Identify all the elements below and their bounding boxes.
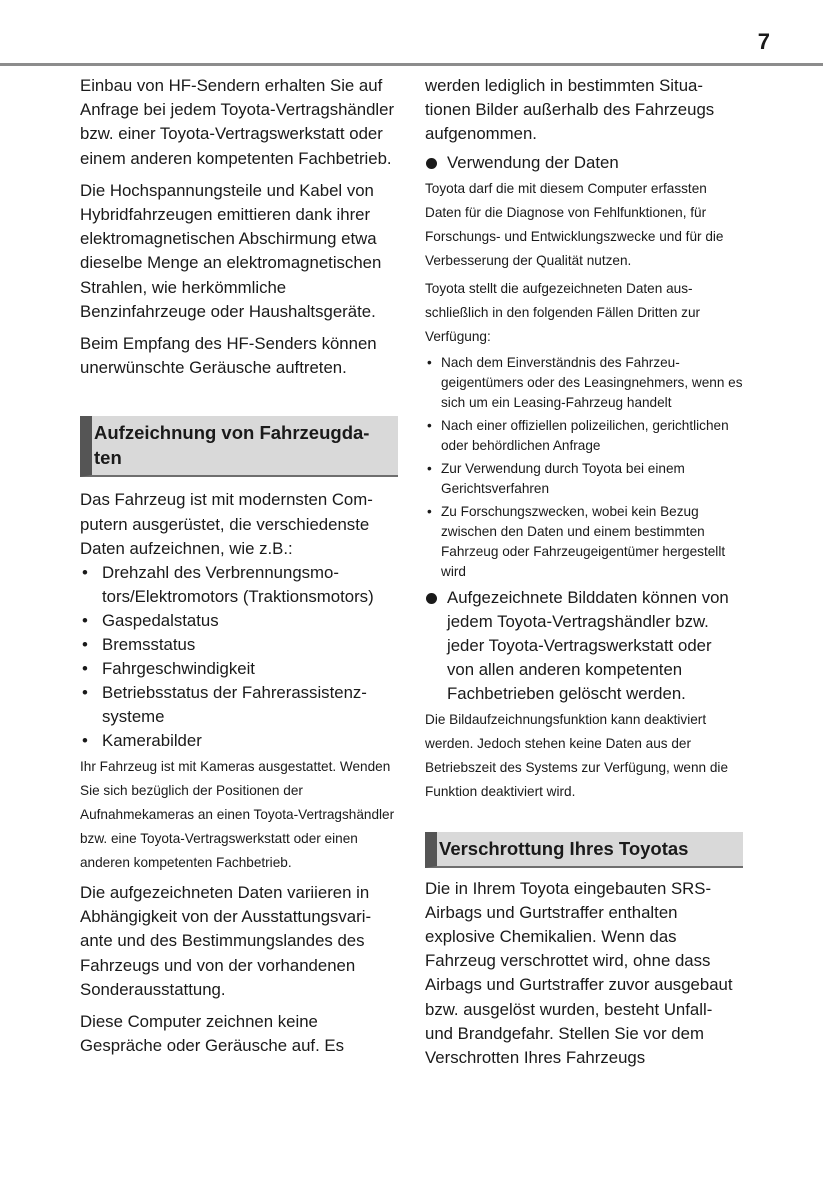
list-item: • Betriebsstatus der Fahrerassistenzsysteme (80, 681, 398, 729)
list-item: • Gaspedalstatus (80, 609, 398, 633)
list-item: • Nach einer offiziellen polizeilichen, gerichtlichen oder behördlichen Anfrage (425, 416, 743, 456)
section-heading-text: Aufzeichnung von Fahrzeugdaten (94, 422, 370, 469)
note-paragraph: Toyota stellt die aufgezeichneten Daten ausschließlich in den folgenden Fällen Dritten zur Verfügung: (425, 280, 701, 344)
list-item: • Zu Forschungszwecken, wobei kein Bezug zwischen den Daten und einem bestimmten Fahrzeug oder Fahrzeugeigentümer hergestellt wird (425, 502, 743, 582)
third-party-cases-list (425, 353, 743, 582)
dot-heading-image-data (425, 586, 743, 706)
paragraph: Das Fahrzeug ist mit modernsten Computern ausgerüstet, die verschiedenste Daten aufzeichnen, wie z.B.: (80, 490, 373, 558)
bullet-dot-icon (426, 158, 437, 169)
recorded-data-list (80, 561, 398, 753)
paragraph: Die aufgezeichneten Daten variieren in Abhängigkeit von der Ausstattungsvariante und des Bestimmungslandes des Fahrzeugs und von der vorhandenen Sonderausstattung. (80, 883, 372, 999)
paragraph: Beim Empfang des HF-Senders können unerwünschte Geräusche auftreten. (80, 334, 377, 378)
page-number: 7 (757, 29, 770, 54)
dot-heading-data-usage (425, 151, 743, 175)
list-item: • Kamerabilder (80, 729, 398, 753)
dot-heading-text: Verwendung der Daten (447, 152, 619, 172)
paragraph: Diese Computer zeichnen keine Gespräche oder Geräusche auf. Es (80, 1012, 344, 1056)
right-column (425, 74, 743, 1078)
paragraph: Einbau von HF-Sendern erhalten Sie auf Anfrage bei jedem Toyota-Vertragshändler bzw. einer Toyota-Vertragswerkstatt oder einem anderen kompetenten Fachbetrieb. (80, 76, 395, 168)
paragraph: werden lediglich in bestimmten Situationen Bilder außerhalb des Fahrzeugs aufgenommen. (425, 76, 715, 144)
dot-heading-text: Aufgezeichnete Bilddaten können von jedem Toyota-Vertragshändler bzw. jeder Toyota-Vertragswerkstatt oder von allen anderen kompetenten Fachbetrieben gelöscht werden. (447, 587, 729, 703)
list-item: • Zur Verwendung durch Toyota bei einem Gerichtsverfahren (425, 459, 743, 499)
bullet-dot-icon (426, 593, 437, 604)
list-item: • Bremsstatus (80, 633, 398, 657)
note-paragraph: Ihr Fahrzeug ist mit Kameras ausgestattet. Wenden Sie sich bezüglich der Positionen der Aufnahmekameras an einen Toyota-Vertragshändler bzw. eine Toyota-Vertragswerkstatt oder einen anderen kompetenten Fachbetrieb. (80, 759, 395, 871)
paragraph: Die in Ihrem Toyota eingebauten SRS-Airbags und Gurtstraffer enthalten explosive Chemikalien. Wenn das Fahrzeug verschrottet wird, ohne dass Airbags und Gurtstraffer zuvor ausgebaut bzw. ausgelöst wurden, besteht Unfall- und Brandgefahr. Stellen Sie vor dem Verschrotten Ihres Fahrzeugs (425, 878, 733, 1068)
section-heading-scrapping (425, 832, 743, 868)
list-item: • Nach dem Einverständnis des Fahrzeugeigentümers oder des Leasingnehmers, wenn es sich um ein Leasing-Fahrzeug handelt (425, 353, 743, 413)
header-rule (0, 63, 823, 66)
list-item: • Drehzahl des Verbrennungsmotors/Elektromotors (Traktionsmotors) (80, 561, 398, 609)
note-paragraph: Die Bildaufzeichnungsfunktion kann deaktiviert werden. Jedoch stehen keine Daten aus der Betriebszeit des Systems zur Verfügung, wenn die Funktion deaktiviert wird. (425, 711, 728, 799)
note-paragraph: Toyota darf die mit diesem Computer erfassten Daten für die Diagnose von Fehlfunktionen, für Forschungs- und Entwicklungszwecke und für die Verbesserung der Qualität nutzen. (425, 180, 724, 268)
left-column (80, 74, 398, 1066)
paragraph: Die Hochspannungsteile und Kabel von Hybridfahrzeugen emittieren dank ihrer elektromagnetischen Abschirmung etwa dieselbe Menge an elektromagnetischen Strahlen, wie herkömmliche Benzinfahrzeuge oder Haushaltsgeräte. (80, 180, 382, 321)
section-heading-data-recording (80, 416, 398, 477)
section-heading-text: Verschrottung Ihres Toyotas (439, 837, 689, 859)
list-item: • Fahrgeschwindigkeit (80, 657, 398, 681)
